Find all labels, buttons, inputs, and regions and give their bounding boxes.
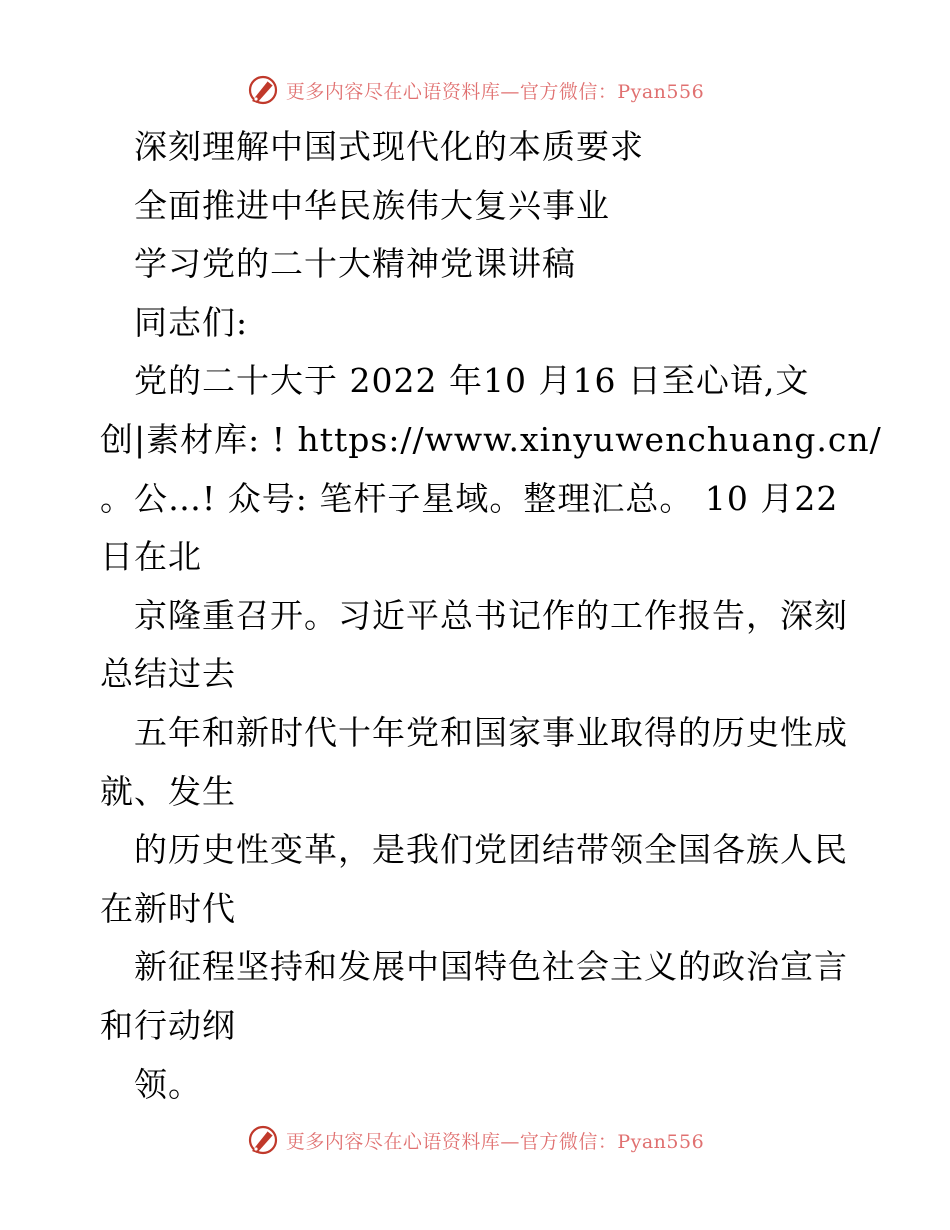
doc-paragraph-line: 京隆重召开。习近平总书记作的工作报告，深刻 xyxy=(134,595,848,635)
doc-paragraph-line: 总结过去 xyxy=(100,654,236,694)
doc-title-line-2: 全面推进中华民族伟大复兴事业 xyxy=(134,185,610,225)
doc-title-line-1: 深刻理解中国式现代化的本质要求 xyxy=(134,127,644,166)
doc-salutation: 同志们: xyxy=(134,302,249,342)
doc-paragraph-line: 和行动纲 xyxy=(100,1005,236,1045)
doc-paragraph-line: 领。 xyxy=(134,1064,202,1104)
doc-paragraph-line: 新征程坚持和发展中国特色社会主义的政治宣言 xyxy=(134,947,848,987)
pen-nib-circle-icon xyxy=(246,73,280,107)
doc-paragraph-line: 日在北 xyxy=(100,537,202,577)
doc-paragraph-line: 五年和新时代十年党和国家事业取得的历史性成 xyxy=(134,712,848,752)
doc-paragraph-line: 党的二十大于 2022 年10 月16 日至心语,文 xyxy=(134,361,810,401)
pen-nib-circle-icon xyxy=(246,1123,280,1157)
doc-paragraph-line: 的历史性变革，是我们党团结带领全国各族人民 xyxy=(134,830,848,870)
footer-banner-text: 更多内容尽在心语资料库—官方微信：Pyan556 xyxy=(285,1130,705,1153)
footer-banner xyxy=(0,1120,950,1160)
doc-paragraph-line: 创|素材库: ! https://www.xinyuwenchuang.cn/ xyxy=(100,419,882,459)
header-banner-text: 更多内容尽在心语资料库—官方微信：Pyan556 xyxy=(285,80,705,103)
header-banner xyxy=(0,70,950,110)
doc-title-line-3: 学习党的二十大精神党课讲稿 xyxy=(134,244,576,284)
doc-paragraph-line: 在新时代 xyxy=(100,888,236,928)
document-body xyxy=(100,118,882,1114)
doc-paragraph-line: 就、发生 xyxy=(100,771,236,811)
doc-paragraph-line: 。公…! 众号: 笔杆子星域。整理汇总。 10 月22 xyxy=(100,478,839,518)
